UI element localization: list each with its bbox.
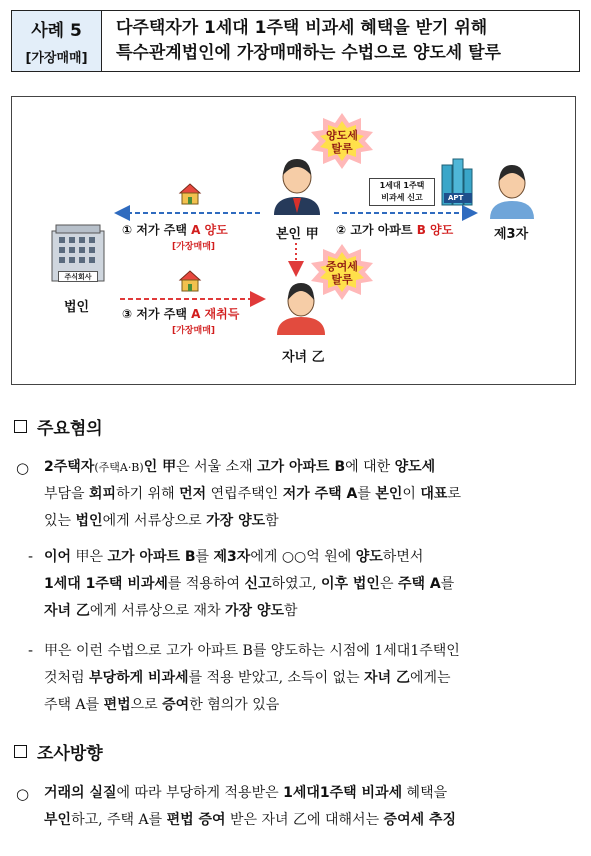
- dash-icon: -: [28, 549, 34, 565]
- body-text: 하기 위해: [116, 486, 180, 502]
- body-text: 부담을: [44, 486, 90, 502]
- body-text: 를: [357, 486, 376, 502]
- emphasis-text: 고가 아파트 B: [107, 549, 196, 565]
- emphasis-text: 법인: [75, 513, 103, 529]
- emphasis-text: 고가 아파트 B: [257, 459, 346, 475]
- body-text: 에게 서류상으로: [102, 513, 207, 529]
- node-self-label: 본인 甲: [276, 227, 319, 242]
- emphasis-text: 편법 증여: [166, 812, 226, 828]
- section-allegations-heading: 주요혐의: [37, 419, 103, 439]
- case-title-line-2: 특수관계법인에 가장매매하는 수법으로 양도세 탈루: [116, 43, 501, 63]
- emphasis-text: 1세대 1주택 비과세: [44, 576, 168, 592]
- body-text: 함: [265, 513, 279, 529]
- dash-icon: -: [28, 643, 34, 659]
- section-direction-title: [14, 739, 103, 764]
- body-text: 한 혐의가 있음: [189, 697, 280, 713]
- emphasis-text: 먼저: [179, 486, 207, 502]
- emphasis-text: 자녀 乙: [44, 603, 90, 619]
- node-third-party-label: 제3자: [494, 227, 529, 242]
- emphasis-text: 증여세 추징: [383, 812, 457, 828]
- body-text: 를: [195, 549, 214, 565]
- direction-paragraph-1: [44, 780, 576, 834]
- body-text: 은: [379, 576, 398, 592]
- body-text: 에게 서류상으로 재차: [89, 603, 225, 619]
- emphasis-text: 편법: [103, 697, 131, 713]
- body-text: 에게는: [409, 670, 451, 686]
- paragraph-line: [44, 638, 576, 665]
- case-category: [가장매매]: [25, 51, 88, 66]
- emphasis-text: 2주택자: [44, 459, 95, 475]
- emphasis-text: 대표: [420, 486, 448, 502]
- flow-2-label: ② 고가 아파트 B 양도: [336, 223, 454, 237]
- body-text: (주택A·B): [94, 461, 144, 474]
- company-sign: 주식회사: [58, 271, 98, 282]
- allegation-paragraph-1: [44, 454, 576, 535]
- body-text: 연립주택인: [206, 486, 283, 502]
- paragraph-line: [44, 544, 576, 571]
- emphasis-text: 주택 A: [397, 576, 441, 592]
- body-text: 이: [402, 486, 421, 502]
- case-title: [102, 11, 579, 71]
- emphasis-text: 이어: [44, 549, 72, 565]
- allegation-paragraph-3: [44, 638, 576, 719]
- emphasis-text: 가장 양도: [206, 513, 266, 529]
- case-title-line-1: 다주택자가 1세대 1주택 비과세 혜택을 받기 위해: [116, 18, 488, 38]
- paragraph-line: [44, 454, 576, 481]
- emphasis-text: 부당하게 비과세: [89, 670, 189, 686]
- allegation-paragraph-2: [44, 544, 576, 625]
- section-square-icon: [14, 420, 27, 433]
- case-label: 사례 5: [31, 21, 82, 41]
- body-text: 에 대한: [345, 459, 395, 475]
- paragraph-line: [44, 571, 576, 598]
- flow-3-label: ③ 저가 주택 A 재취득: [122, 307, 240, 321]
- emphasis-text: 증여: [162, 697, 190, 713]
- body-text: 를: [440, 576, 455, 592]
- bullet-circle-icon: ○: [16, 785, 30, 803]
- body-text: 를 적용하여: [167, 576, 245, 592]
- paragraph-line: [44, 598, 576, 625]
- section-allegations-title: [14, 414, 103, 439]
- body-text: 혜택을: [402, 785, 448, 801]
- section-square-icon: [14, 745, 27, 758]
- house-a-icon-top: [180, 184, 200, 204]
- body-text: 에게 ○○억 원에: [250, 549, 356, 565]
- node-corp-label: 법인: [64, 300, 90, 315]
- person-child-icon: [277, 283, 325, 335]
- body-text: 甲은 이런 수법으로 고가 아파트 B를 양도하는 시점에 1세대1주택인: [44, 643, 460, 659]
- emphasis-text: 거래의 실질: [44, 785, 117, 801]
- body-text: 함: [283, 603, 298, 619]
- paragraph-line: [44, 665, 576, 692]
- body-text: 甲은: [71, 549, 108, 565]
- body-text: 하였고,: [271, 576, 321, 592]
- case-number-box: [12, 11, 102, 71]
- exemption-report-bubble: 1세대 1주택 비과세 신고: [369, 178, 435, 206]
- bullet-circle-icon: ○: [16, 459, 30, 477]
- emphasis-text: 제3자: [213, 549, 251, 565]
- body-text: 있는: [44, 513, 76, 529]
- body-text: 받은 자녀 乙에 대해서는: [225, 812, 384, 828]
- emphasis-text: 이후 법인: [320, 576, 380, 592]
- case-header: [11, 10, 580, 72]
- emphasis-text: 양도세: [394, 459, 436, 475]
- person-self-icon: [274, 159, 320, 215]
- emphasis-text: 가장 양도: [225, 603, 284, 619]
- section-direction-heading: 조사방향: [37, 744, 103, 764]
- scheme-diagram: [11, 96, 576, 385]
- body-text: 하고, 주택 A를: [71, 812, 167, 828]
- emphasis-text: 자녀 乙: [364, 670, 410, 686]
- body-text: 것처럼: [44, 670, 90, 686]
- body-text: 은 서울 소재: [176, 459, 258, 475]
- body-text: 로: [447, 486, 461, 502]
- flow-1-tag: [가장매매]: [172, 242, 216, 252]
- body-text: 으로: [130, 697, 163, 713]
- emphasis-text: 신고: [244, 576, 272, 592]
- emphasis-text: 인 甲: [143, 459, 177, 475]
- body-text: 에 따라 부당하게 적용받은: [116, 785, 284, 801]
- emphasis-text: 저가 주택 A: [282, 486, 358, 502]
- paragraph-line: [44, 481, 576, 508]
- paragraph-line: [44, 692, 576, 719]
- paragraph-line: [44, 780, 576, 807]
- flow-3-tag: [가장매매]: [172, 326, 216, 336]
- flow-1-label: ① 저가 주택 A 양도: [122, 223, 228, 237]
- node-child-label: 자녀 乙: [282, 350, 325, 365]
- body-text: 하면서: [382, 549, 424, 565]
- emphasis-text: 회피: [89, 486, 117, 502]
- apt-sign: APT: [448, 194, 464, 202]
- person-third-party-icon: [490, 165, 534, 219]
- body-text: 를 적용 받았고, 소득이 없는: [188, 670, 365, 686]
- body-text: 주택 A를: [44, 697, 104, 713]
- burst-transfer-tax-text: 양도세 탈루: [326, 129, 358, 155]
- paragraph-line: [44, 807, 576, 834]
- paragraph-line: [44, 508, 576, 535]
- emphasis-text: 1세대1주택 비과세: [283, 785, 403, 801]
- burst-gift-tax-text: 증여세 탈루: [326, 260, 358, 286]
- house-a-icon-bottom: [180, 271, 200, 291]
- emphasis-text: 부인: [44, 812, 72, 828]
- emphasis-text: 양도: [355, 549, 383, 565]
- emphasis-text: 본인: [375, 486, 403, 502]
